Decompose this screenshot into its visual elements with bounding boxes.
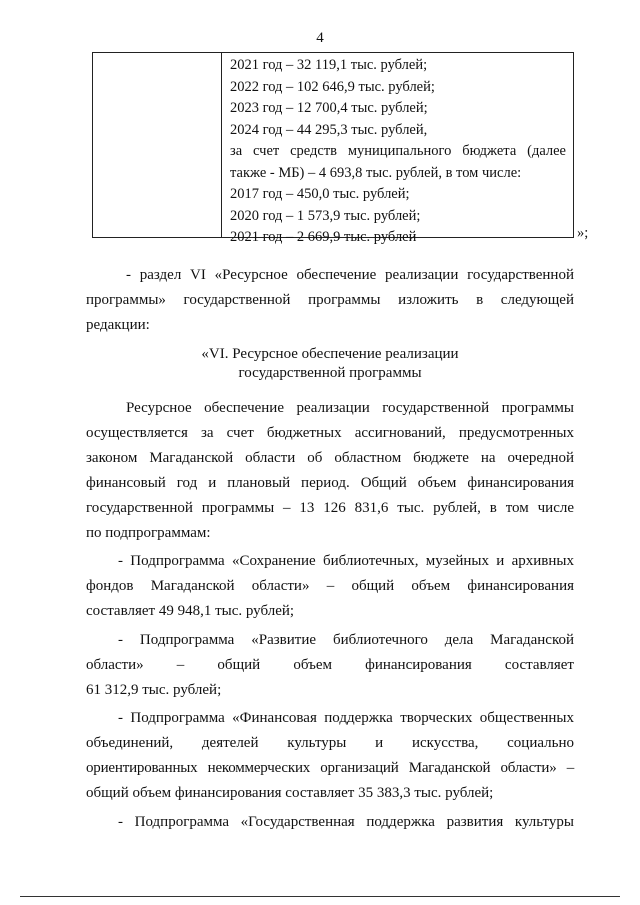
- page-number: 4: [316, 30, 324, 46]
- subprogram-line: ориентированных некоммерческих организаций Магаданской области» –: [86, 760, 574, 776]
- intro-paragraph: [86, 263, 574, 338]
- table-line: 2021 год – 32 119,1 тыс. рублей;: [230, 57, 428, 73]
- subprogram-item: [86, 549, 574, 624]
- funding-table: [92, 52, 574, 245]
- subprogram-line: фондов Магаданской области» – общий объем финансирования: [86, 578, 574, 594]
- closing-quote-mark: »;: [577, 225, 589, 241]
- paragraph-line: финансовый год и плановый период. Общий объем финансирования: [86, 475, 574, 491]
- subprogram-line: - Подпрограмма «Развитие библиотечного дела Магаданской: [118, 632, 574, 648]
- subprogram-line: составляет 49 948,1 тыс. рублей;: [86, 603, 295, 619]
- table-line: 2020 год – 1 573,9 тыс. рублей;: [230, 207, 421, 224]
- page-bottom-edge: [20, 896, 620, 897]
- paragraph-line: государственной программы – 13 126 831,6 тыс. рублей, в том числе: [86, 500, 574, 516]
- subprogram-item: [86, 706, 574, 806]
- paragraph-line: осуществляется за счет бюджетных ассигнований, предусмотренных: [86, 425, 574, 441]
- table-line: 2017 год – 450,0 тыс. рублей;: [230, 186, 410, 202]
- resource-paragraph: [86, 396, 574, 546]
- heading-line: «VI. Ресурсное обеспечение реализации: [201, 346, 459, 362]
- table-line: за счет средств муниципального бюджета (далее: [230, 143, 566, 159]
- heading-line: государственной программы: [238, 365, 422, 381]
- intro-line: программы» государственной программы изложить в следующей: [86, 292, 574, 308]
- subprogram-item: [86, 810, 574, 835]
- paragraph-line: Ресурсное обеспечение реализации государственной программы: [126, 400, 574, 416]
- table-line: 2021 год – 2 669,9 тыс. рублей: [230, 229, 417, 245]
- paragraph-line: по подпрограммам:: [86, 525, 211, 541]
- table-line: 2024 год – 44 295,3 тыс. рублей,: [230, 121, 428, 138]
- subprogram-line: объединений, деятелей культуры и искусства, социально: [86, 735, 574, 751]
- table-line: также - МБ) – 4 693,8 тыс. рублей, в том числе:: [230, 164, 522, 181]
- subprogram-line: - Подпрограмма «Сохранение библиотечных, музейных и архивных: [118, 553, 574, 569]
- intro-line: - раздел VI «Ресурсное обеспечение реализации государственной: [126, 267, 574, 283]
- subprogram-line: области» – общий объем финансирования составляет: [86, 657, 574, 673]
- table-line: 2022 год – 102 646,9 тыс. рублей;: [230, 78, 435, 95]
- subprogram-line: - Подпрограмма «Финансовая поддержка творческих общественных: [118, 710, 574, 726]
- subprogram-line: - Подпрограмма «Государственная поддержка развития культуры: [118, 814, 574, 830]
- subprogram-line: общий объем финансирования составляет 35 383,3 тыс. рублей;: [86, 785, 494, 801]
- table-line: 2023 год – 12 700,4 тыс. рублей;: [230, 100, 428, 116]
- subprogram-line: 61 312,9 тыс. рублей;: [86, 682, 222, 698]
- section-heading: [86, 345, 574, 383]
- paragraph-line: законом Магаданской области об областном бюджете на очередной: [86, 450, 574, 466]
- table-cell-funding: [230, 55, 566, 249]
- table-column-divider: [221, 53, 222, 237]
- intro-line: редакции:: [86, 317, 150, 333]
- subprogram-item: [86, 628, 574, 703]
